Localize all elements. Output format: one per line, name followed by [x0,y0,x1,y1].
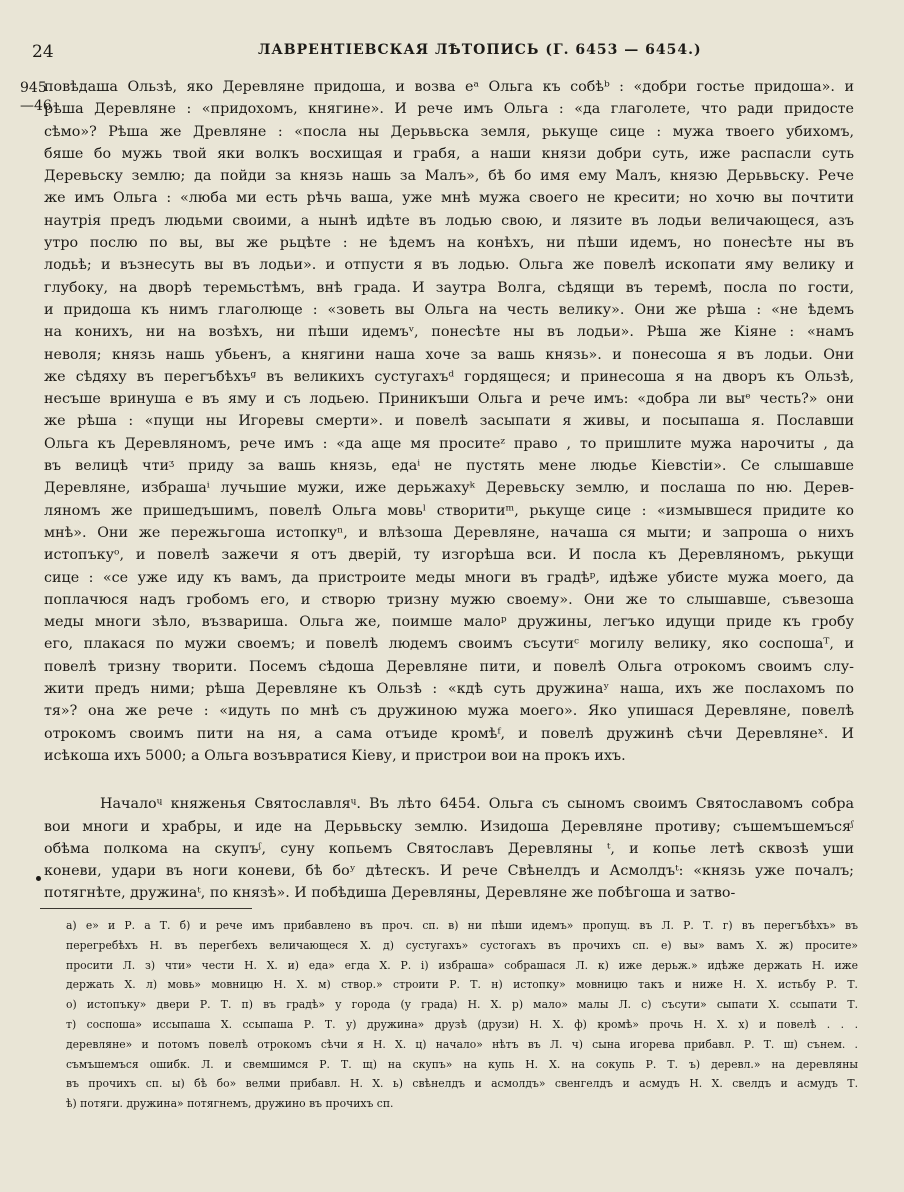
footnote-line: держать Х. л) мовь» мовницю Н. Х. м) створ.» строити Р. Т. н) истопку» мовницю такъ и ниже Н. Х. истьбу Р. Т. [66,978,858,992]
text-line: мнѣ». Они же пережьгоша истопкуⁿ, и влѣзоша Деревляне, начаша ся мыти; и запроша о нихъ [44,524,854,541]
text-line: повелѣ тризну творити. Посемъ сѣдоша Деревляне пити, и повелѣ Ольга отрокомъ своимъ слу- [44,658,854,675]
footnote-line: a) е» и Р. а Т. б) и рече имъ прибавлено въ проч. сп. в) ни пѣши идемъ» пропущ. въ Л. Р. Т. г) въ перегъбѣхъ» въ [66,919,858,932]
running-title: ЛАВРЕНТІЕВСКАЯ ЛѢТОПИСЬ (Г. 6453 — 6454.) [258,42,702,58]
text-line: неволя; князь нашь убьенъ, а княгини наша хоче за вашь князь». и понесоша я въ лодьи. Они [44,346,854,363]
text-line: обѣма полкома на скупъᶴ, суну копьемъ Святославъ Деревляны ᵗ, и копье летѣ сквозѣ уши [44,840,854,857]
footnote-line: въ прочихъ сп. ы) бѣ бо» велми прибавл. Н. Х. ь) свѣнелдъ и асмолдъ» свенгелдъ и асмудъ Н. Х. свелдъ и асмудъ Т. [66,1077,858,1091]
chronicle-text [44,76,854,905]
text-line: коневи, удари въ ноги коневи, бѣ боʸ дѣтескъ. И рече Свѣнелдъ и Асмолдъᵗ: «князь уже почалъ; [44,863,854,880]
text-line: Деревляне, избрашаⁱ лучьшие мужи, иже дерьжахуᵏ Деревьску землю, и послаша по ню. Дерев- [44,480,854,497]
footnote-divider [40,908,252,909]
text-line: утро послю по вы, вы же рьцѣте : не ѣдемъ на конѣхъ, ни пѣши идемъ, но понесѣте ны въ [44,235,854,252]
footnote-line: просити Л. з) чти» чести Н. Х. и) еда» егда Х. Р. і) избраша» собрашася Л. к) иже дерьж.» идѣже держать Н. иже [66,958,858,972]
text-line: сѣмо»? Рѣша же Древляне : «посла ны Дерьвьска земля, рькуще сице : мужа твоего убихомъ, [44,123,854,140]
footnote-line: съмъшемъся ошибк. Л. и свемшимся Р. Т. щ) на скупъ» на купь Н. Х. на сокупь Р. Т. ъ) деревл.» на деревляны [66,1057,858,1071]
text-line: потягнѣте, дружинаᵗ, по князѣ». И побѣдиша Деревляны, Деревляне же побѣгоша и затво- [44,885,736,902]
text-line: истопъкуᵒ, и повелѣ зажечи я отъ дверій, ту изгорѣша вси. И посла къ Деревляномъ, рькущи [44,547,854,564]
text-line: же сѣдяху въ перегъбѣхъᵍ въ великихъ сустугахъᵈ гордящеся; и принесоша я на дворъ къ Ользѣ, [44,368,854,385]
text-line: рѣша Деревляне : «придохомъ, княгине». И рече имъ Ольга : «да глаголете, что ради придосте [44,101,854,118]
footnote-line: т) соспоша» иссыпаша Х. ссыпаша Р. Т. у) дружина» друзѣ (друзи) Н. Х. ф) кромѣ» прочь Н. Х. х) и повелѣ . . . [66,1017,858,1031]
text-line: наутрія предъ людьми своими, а нынѣ идѣте въ лодью свою, и лязите въ лодьи величающеся, азъ [44,212,854,229]
text-line: въ велицѣ чтиᶾ приду за вашь князь, едаⁱ не пустять мене людье Кіевстіи». Се слышавше [44,458,854,475]
text-line: же имъ Ольга : «люба ми есть рѣчь ваша, уже мнѣ мужа своего не кресити; но хочю вы почтити [44,190,854,207]
text-line: жити предъ ними; рѣша Деревляне къ Ользѣ : «кдѣ суть дружинаʸ наша, ихъ же послахомъ по [44,681,854,698]
margin-year-end: —46 [20,98,52,114]
text-line: же рѣша : «пущи ны Игоревы смерти». и повелѣ засыпати я живы, и посыпаша я. Пославши [44,413,854,430]
text-line: его, плакася по мужи своемъ; и повелѣ людемъ своимъ съсутиᶜ могилу велику, яко соспошаᵀ, и [44,636,854,653]
text-line: Деревьску землю; да пойди за князь нашь за Малъ», бѣ бо имя ему Малъ, князю Дерьвьску. Рече [44,168,854,185]
text-line: отрокомъ своимъ пити на ня, а сама отъиде кромѣᶠ, и повелѣ дружинѣ сѣчи Деревлянеˣ. И [44,725,854,742]
text-line: Ольга къ Деревляномъ, рече имъ : «да аще мя проситеᶻ право , то пришлите мужа нарочиты , да [44,435,854,452]
text-line: несъше вринуша е въ яму и съ лодьею. Приникъши Ольга и рече имъ: «добра ли выᵉ честь?» они [44,391,854,408]
footnotes [66,916,858,1114]
margin-year-start: 945 [20,80,47,96]
page-header [0,42,904,68]
footnote-line: перегребѣхъ Н. въ перегбехъ величающеся Х. д) сустугахъ» сустогахъ въ прочихъ сп. е) вы» вамъ Х. ж) просите» [66,938,858,952]
text-line: и придоша къ нимъ глаголюще : «зоветь вы Ольга на честь велику». Они же рѣша : «не ѣдемъ [44,301,854,318]
paragraph-olga-revenge [44,76,854,767]
footnote-line: деревляне» и потомъ повелѣ отрокомъ сѣчи я Н. Х. ц) начало» нѣтъ въ Л. ч) сына игорева прибавл. Р. Т. ш) сънем. . [66,1037,858,1051]
text-line: глубоку, на дворѣ теремьстѣмъ, внѣ града. И заутра Волга, сѣдящи въ теремѣ, посла по гости, [44,279,854,296]
text-line: меды многи зѣло, възвариша. Ольга же, поимше малоᵖ дружины, легъко идущи приде къ гробу [44,614,854,631]
text-line: бяше бо мужь твой яки волкъ восхищая и грабя, а наши князи добри суть, иже распасли суть [44,145,854,162]
text-line: исѣкоша ихъ 5000; а Ольга возъвратися Кіеву, и пристрои вои на прокъ ихъ. [44,747,626,764]
footnote-line: ѣ) потяги. дружина» потягнемъ, дружино въ прочихъ сп. [66,1097,394,1111]
text-line: лодьѣ; и възнесуть вы въ лодьи». и отпусти я въ лодью. Ольга же повелѣ ископати яму велику и [44,257,854,274]
page-number: 24 [32,42,54,62]
text-line: вои многи и храбры, и иде на Дерьвьску землю. Изидоша Деревляне противу; съшемъшемъсяᶴ [44,818,854,835]
text-line: повѣдаша Ользѣ, яко Деревляне придоша, и возва еᵃ Ольга къ собѣᵇ : «добри гостье придоша». и [44,79,854,95]
text-line: ляномъ же пришедъшимъ, повелѣ Ольга мовьˡ створитиᵐ, рькуще сице : «измывшеся придите ко [44,502,854,519]
text-line: Началоᶣ княженья Святославляᶣ. Въ лѣто 6454. Ольга съ сыномъ своимъ Святославомъ собра [100,796,854,813]
footnote-line: о) истопъку» двери Р. Т. п) въ градѣ» у города (у града) Н. Х. р) мало» малы Л. с) съсути» сыпати Х. ссыпати Т. [66,998,858,1012]
paragraph-sviatoslav-reign [44,793,854,904]
text-line: сице : «се уже иду къ вамъ, да пристроите меды многи въ градѣᵖ, идѣже убисте мужа моего, да [44,569,854,586]
margin-mark [36,876,41,881]
text-line: на конихъ, ни на возѣхъ, ни пѣши идемъᵛ, понесѣте ны въ лодьи». Рѣша же Кіяне : «намъ [44,324,854,341]
text-line: тя»? она же рече : «идуть по мнѣ съ дружиною мужа моего». Яко упишася Деревляне, повелѣ [44,703,854,720]
text-line: поплачюся надъ гробомъ его, и створю тризну мужю своему». Они же то слышавше, съвезоша [44,591,854,608]
